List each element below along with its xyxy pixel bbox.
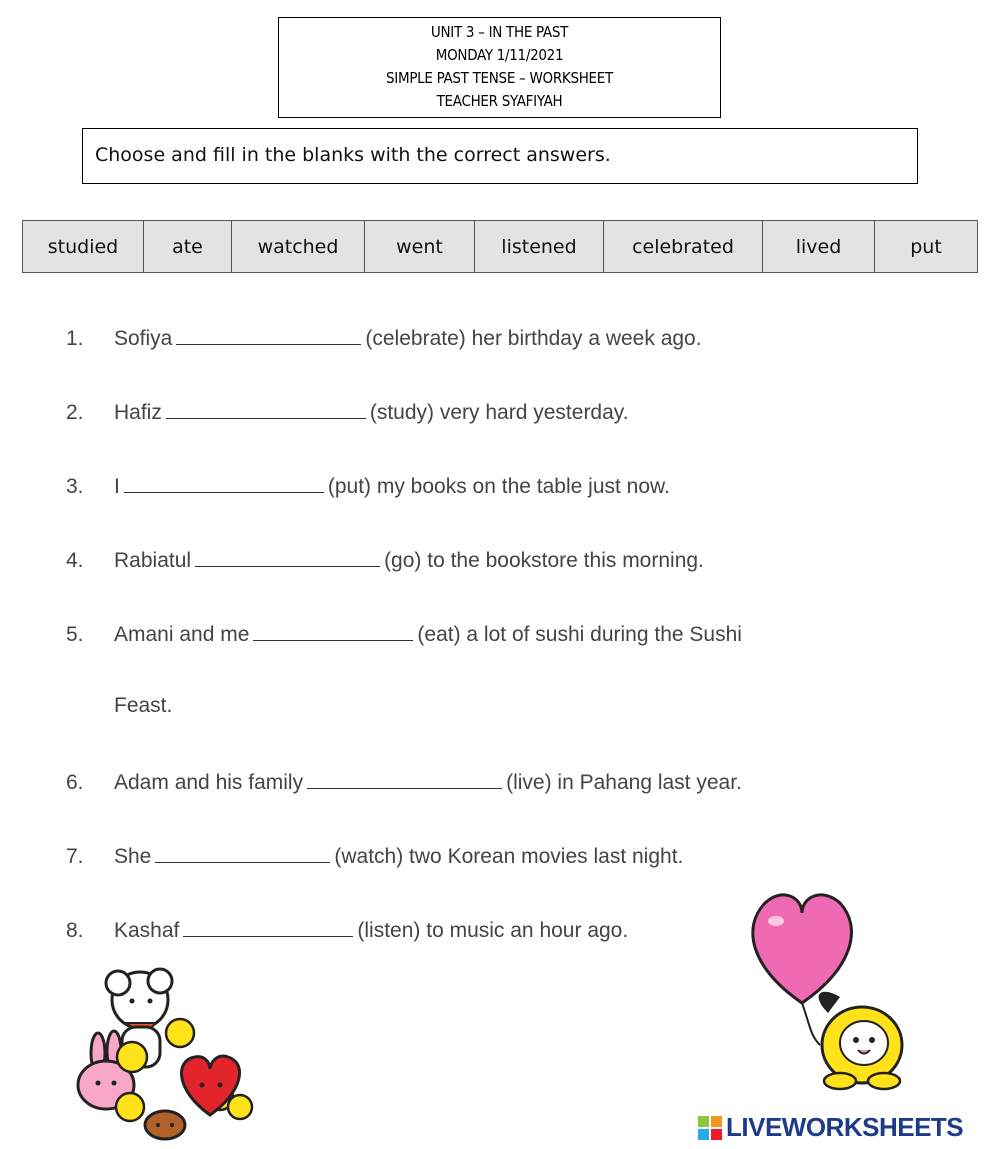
answer-blank[interactable] <box>176 324 361 345</box>
instruction-text: Choose and fill in the blanks with the correct answers. <box>95 144 611 166</box>
question-item: 8. Kashaf (listen) to music an hour ago. <box>66 916 628 943</box>
answer-blank[interactable] <box>155 842 330 863</box>
logo-mark-icon <box>698 1116 722 1140</box>
question-item: 6. Adam and his family (live) in Pahang last year. <box>66 768 742 795</box>
answer-blank[interactable] <box>183 916 353 937</box>
header-date: MONDAY 1/11/2021 <box>435 46 564 64</box>
logo-text: LIVEWORKSHEETS <box>726 1112 964 1142</box>
word-bank <box>22 220 978 273</box>
question-item: 7. She (watch) two Korean movies last night. <box>66 842 683 869</box>
chick-character-icon <box>819 992 902 1089</box>
instruction-box <box>82 128 918 184</box>
word-bank-item[interactable]: lived <box>763 221 875 273</box>
header-teacher: TEACHER SYAFIYAH <box>436 92 563 110</box>
header-topic: SIMPLE PAST TENSE – WORKSHEET <box>386 69 613 87</box>
answer-blank[interactable] <box>253 620 413 641</box>
cookie-character-icon <box>145 1111 185 1139</box>
word-bank-item[interactable]: put <box>875 221 978 273</box>
question-continuation: Feast. <box>114 694 173 717</box>
question-item: 1. Sofiya (celebrate) her birthday a week ago. <box>66 324 702 351</box>
word-bank-item[interactable]: watched <box>232 221 365 273</box>
question-item: 2. Hafiz (study) very hard yesterday. <box>66 398 629 425</box>
answer-blank[interactable] <box>195 546 380 567</box>
liveworksheets-logo <box>698 1112 963 1143</box>
question-item: 5. Amani and me (eat) a lot of sushi during the Sushi <box>66 620 742 647</box>
question-item: 4. Rabiatul (go) to the bookstore this morning. <box>66 546 704 573</box>
cartoon-characters-illustration <box>70 965 260 1145</box>
answer-blank[interactable] <box>307 768 502 789</box>
answer-blank[interactable] <box>166 398 366 419</box>
worksheet-header <box>278 17 721 118</box>
header-unit: UNIT 3 – IN THE PAST <box>430 23 569 41</box>
word-bank-item[interactable]: listened <box>475 221 604 273</box>
word-bank-item[interactable]: ate <box>144 221 232 273</box>
word-bank-item[interactable]: went <box>365 221 475 273</box>
balloon-chick-illustration <box>740 885 950 1100</box>
question-item: 3. I (put) my books on the table just now. <box>66 472 670 499</box>
word-bank-item[interactable]: studied <box>23 221 144 273</box>
word-bank-item[interactable]: celebrated <box>604 221 763 273</box>
answer-blank[interactable] <box>124 472 324 493</box>
